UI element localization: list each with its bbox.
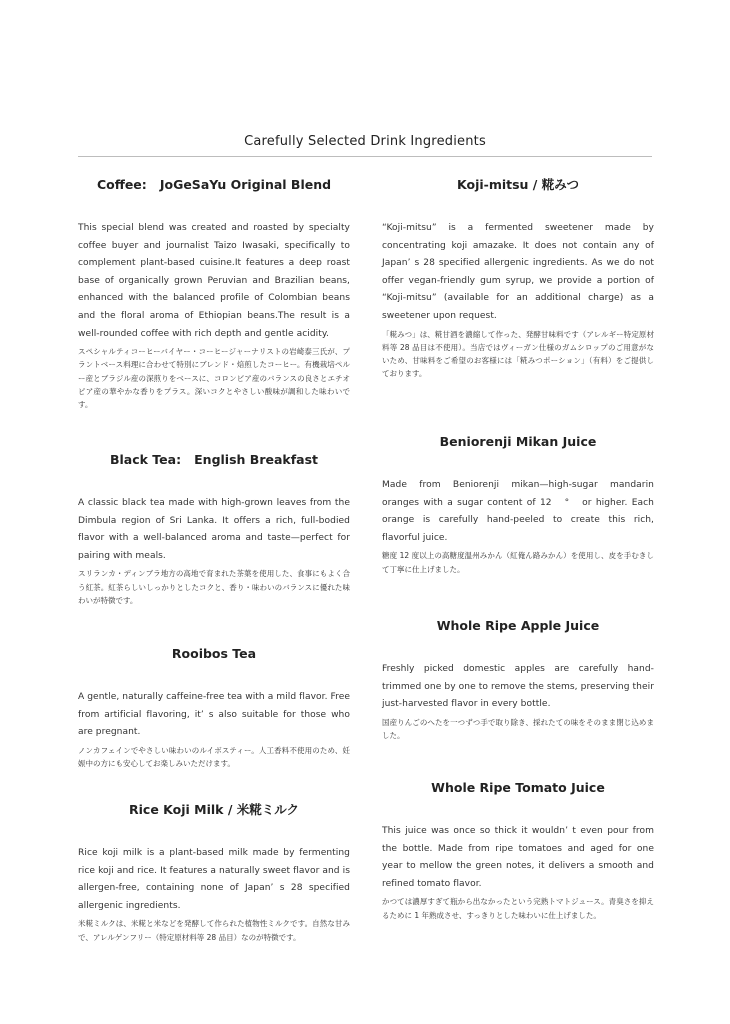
section-koji-mitsu xyxy=(382,176,654,380)
section-title: Black Tea: English Breakfast xyxy=(109,452,318,467)
section-title: Rice Koji Milk / 米糀ミルク xyxy=(129,802,299,817)
section-title: Beniorenji Mikan Juice xyxy=(439,434,597,449)
section-description-en: This special blend was created and roasted by specialty coffee buyer and journalist Taizo Iwasaki, specifically to complement plant-based cuisine.It features a deep roast base of organically grown Peruvian and Brazilian beans, enhanced with the balanced profile of Colombian beans and the floral aroma of Ethiopian beans.The result is a well-rounded coffee with rich depth and gentle acidity. xyxy=(78,223,350,339)
section-title: Whole Ripe Tomato Juice xyxy=(431,780,605,795)
section-title: Coffee: JoGeSaYu Original Blend xyxy=(96,177,332,192)
section-beniorenji-mikan-juice xyxy=(382,433,654,576)
section-coffee xyxy=(78,176,350,411)
title-divider xyxy=(78,156,652,157)
section-tomato-juice xyxy=(382,779,654,922)
section-description-jp: 国産りんごのへたを一つずつ手で取り除き、採れたての味をそのまま閉じ込めました。 xyxy=(382,717,654,740)
section-description-en: Rice koji milk is a plant-based milk made by fermenting rice koji and rice. It features a naturally sweet flavor and is allergen-free, containing none of Japan’ s 28 specified allergenic ingredients. xyxy=(78,848,350,911)
section-description-jp: 「糀みつ」は、糀甘酒を濃縮して作った、発酵甘味料です（アレルギー特定原材料等 28 品目は不使用）。当店ではヴィーガン仕様のガムシロップのご用意がないため、甘味料をご希望のお客様には「糀みつポーション」（有料）をご提供しております。 xyxy=(382,329,654,379)
section-description-jp: スペシャルティコーヒーバイヤー・コーヒージャーナリストの岩崎泰三氏が、プラントベース料理に合わせて特別にブレンド・焙煎したコーヒー。有機栽培ペルー産とブラジル産の深煎りをベースに、コロンビア産のバランスの良さとエチオピア産の華やかな香りをプラス。深いコクとやさしい酸味が調和した味わいです。 xyxy=(78,347,350,409)
section-apple-juice xyxy=(382,617,654,742)
page-title: Carefully Selected Drink Ingredients xyxy=(244,134,486,149)
section-description-en: A gentle, naturally caffeine-free tea with a mild flavor. Free from artificial flavoring, it’ s also suitable for those who are pregnant. xyxy=(78,692,350,738)
section-description-jp: 米糀ミルクは、米糀と米などを発酵して作られた植物性ミルクです。自然な甘みで、アレルゲンフリー（特定原材料等 28 品目）なのが特徴です。 xyxy=(78,919,350,942)
section-description-en: Freshly picked domestic apples are carefully hand-trimmed one by one to remove the stems, preserving their just-harvested flavor in every bottle. xyxy=(382,664,654,710)
section-description-en: “Koji-mitsu” is a fermented sweetener made by concentrating koji amazake. It does not contain any of Japan’ s 28 specified allergenic ingredients. As we do not offer vegan-friendly gum syrup, we provide a portion of “Koji-mitsu” (available for an additional charge) as a sweetener upon request. xyxy=(382,223,654,321)
section-title: Whole Ripe Apple Juice xyxy=(436,618,600,633)
section-rice-koji-milk xyxy=(78,801,350,944)
section-description-jp: かつては濃厚すぎて瓶から出なかったという完熟トマトジュース。青臭さを抑えるために 1 年熟成させ、すっきりとした味わいに仕上げました。 xyxy=(382,897,654,920)
section-description-en: This juice was once so thick it wouldn’ t even pour from the bottle. Made from ripe tomatoes and aged for one year to mellow the green notes, it delivers a smooth and refined tomato flavor. xyxy=(382,826,654,889)
section-black-tea xyxy=(78,451,350,607)
section-description-en: A classic black tea made with high-grown leaves from the Dimbula region of Sri Lanka. It offers a rich, full-bodied flavor with a well-balanced aroma and taste—perfect for pairing with meals. xyxy=(78,498,350,561)
section-title: Koji-mitsu / 糀みつ xyxy=(457,177,579,192)
section-title: Rooibos Tea xyxy=(171,646,257,661)
section-description-jp: スリランカ・ディンブラ地方の高地で育まれた茶葉を使用した、食事にもよく合う紅茶。紅茶らしいしっかりとしたコクと、香り・味わいのバランスに優れた味わいが特徴です。 xyxy=(78,569,350,605)
section-rooibos-tea xyxy=(78,645,350,770)
section-description-en: Made from Beniorenji mikan—high-sugar mandarin oranges with a sugar content of 12 ° or higher. Each orange is carefully hand-peeled to create this rich, flavorful juice. xyxy=(382,480,654,543)
section-description-jp: ノンカフェインでやさしい味わいのルイボスティー。人工香料不使用のため、妊娠中の方にも安心してお楽しみいただけます。 xyxy=(78,745,350,768)
section-description-jp: 糖度 12 度以上の高糖度温州みかん（紅俺ん路みかん）を使用し、皮を手むきして丁寧に仕上げました。 xyxy=(382,551,654,574)
